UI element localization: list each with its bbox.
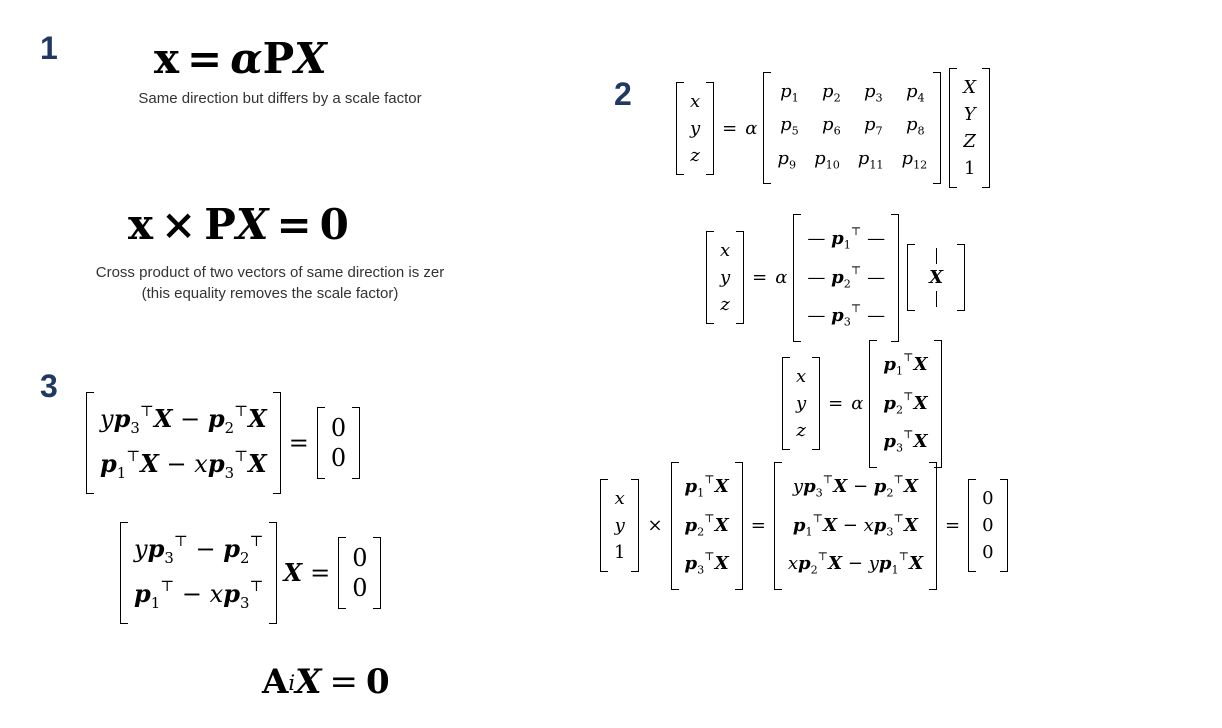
caption-cross-line-1: Cross product of two vectors of same direction is zer: [95, 264, 445, 281]
vector-zeros-2: 0 0: [338, 537, 381, 609]
equation-cross-product: x × P X = 0: [128, 200, 349, 249]
section-number-3: 3: [40, 368, 58, 404]
vector-X-column: X: [907, 244, 965, 311]
vector-xyz: x y z: [676, 82, 714, 175]
equation-factored: $yp_3^⊤ - p_2^⊤$ $p_1^⊤ - xp_3^⊤$ X = 0 0: [120, 522, 381, 624]
equation-cross-expansion: x y 1 × $p_1^⊤X$ $p_2^⊤X$ $p_3^⊤X$ = $yp_3^⊤X - p_2^⊤X$ $p_1^⊤X - xp_3^⊤X$ $xp_2^⊤X - yp_1^⊤X$ = 0 0 0: [600, 462, 1008, 590]
vector-XYZ1: X Y Z 1: [949, 68, 990, 188]
equation-two-rows: $yp_3^⊤X - p_2^⊤X$ $p_1^⊤X - xp_3^⊤X$ = 0 0: [86, 392, 360, 494]
equation-matrix-product: x y z = α $p_1^⊤X$ $p_2^⊤X$ $p_3^⊤X$: [782, 340, 942, 468]
vector-cross-result: $yp_3^⊤X - p_2^⊤X$ $p_1^⊤X - xp_3^⊤X$ $xp_2^⊤X - yp_1^⊤X$: [774, 462, 937, 590]
vector-two-row-expr: $yp_3^⊤X - p_2^⊤X$ $p_1^⊤X - xp_3^⊤X$: [86, 392, 281, 494]
vector-xyz: x y z: [782, 357, 820, 450]
matrix-factored-rows: $yp_3^⊤ - p_2^⊤$ $p_1^⊤ - xp_3^⊤$: [120, 522, 277, 624]
equation-ai-x: A i X = 0: [262, 662, 390, 702]
section-number-1: 1: [40, 30, 58, 66]
equation-matrix-rows: x y z = α — $p_1^⊤$ — — $p_2^⊤$ — — $p_3^⊤$ — X: [706, 214, 965, 342]
matrix-p-entries: $p_1$ $p_2$ $p_3$ $p_4$ $p_5$ $p_6$ $p_7$ $p_8$ $p_9$ $p_{10}$ $p_{11}$ $p_{12}$: [763, 72, 941, 185]
equation-projection: x = α P X: [154, 34, 327, 83]
vector-pX: $p_1^⊤X$ $p_2^⊤X$ $p_3^⊤X$: [671, 462, 743, 590]
caption-cross-line-2: (this equality removes the scale factor): [141, 285, 399, 302]
vector-zeros-3: 0 0 0: [968, 479, 1007, 572]
caption-cross-product: [20, 262, 520, 304]
caption-scale-factor: Same direction but differs by a scale factor: [138, 90, 422, 107]
vector-xyz: x y z: [706, 231, 744, 324]
equation-matrix-expanded: x y z = α $p_1$ $p_2$ $p_3$ $p_4$ $p_5$ $p_6$ $p_7$ $p_8$ $p_9$ $p_{10}$ $p_{11}$ $p_{12}$ X Y Z 1: [676, 68, 990, 188]
vector-zeros-2: 0 0: [317, 407, 360, 479]
section-number-2: 2: [614, 76, 632, 112]
matrix-p-rows: — $p_1^⊤$ — — $p_2^⊤$ — — $p_3^⊤$ —: [793, 214, 899, 342]
vector-xy1: x y 1: [600, 479, 639, 572]
vector-pX: $p_1^⊤X$ $p_2^⊤X$ $p_3^⊤X$: [869, 340, 941, 468]
